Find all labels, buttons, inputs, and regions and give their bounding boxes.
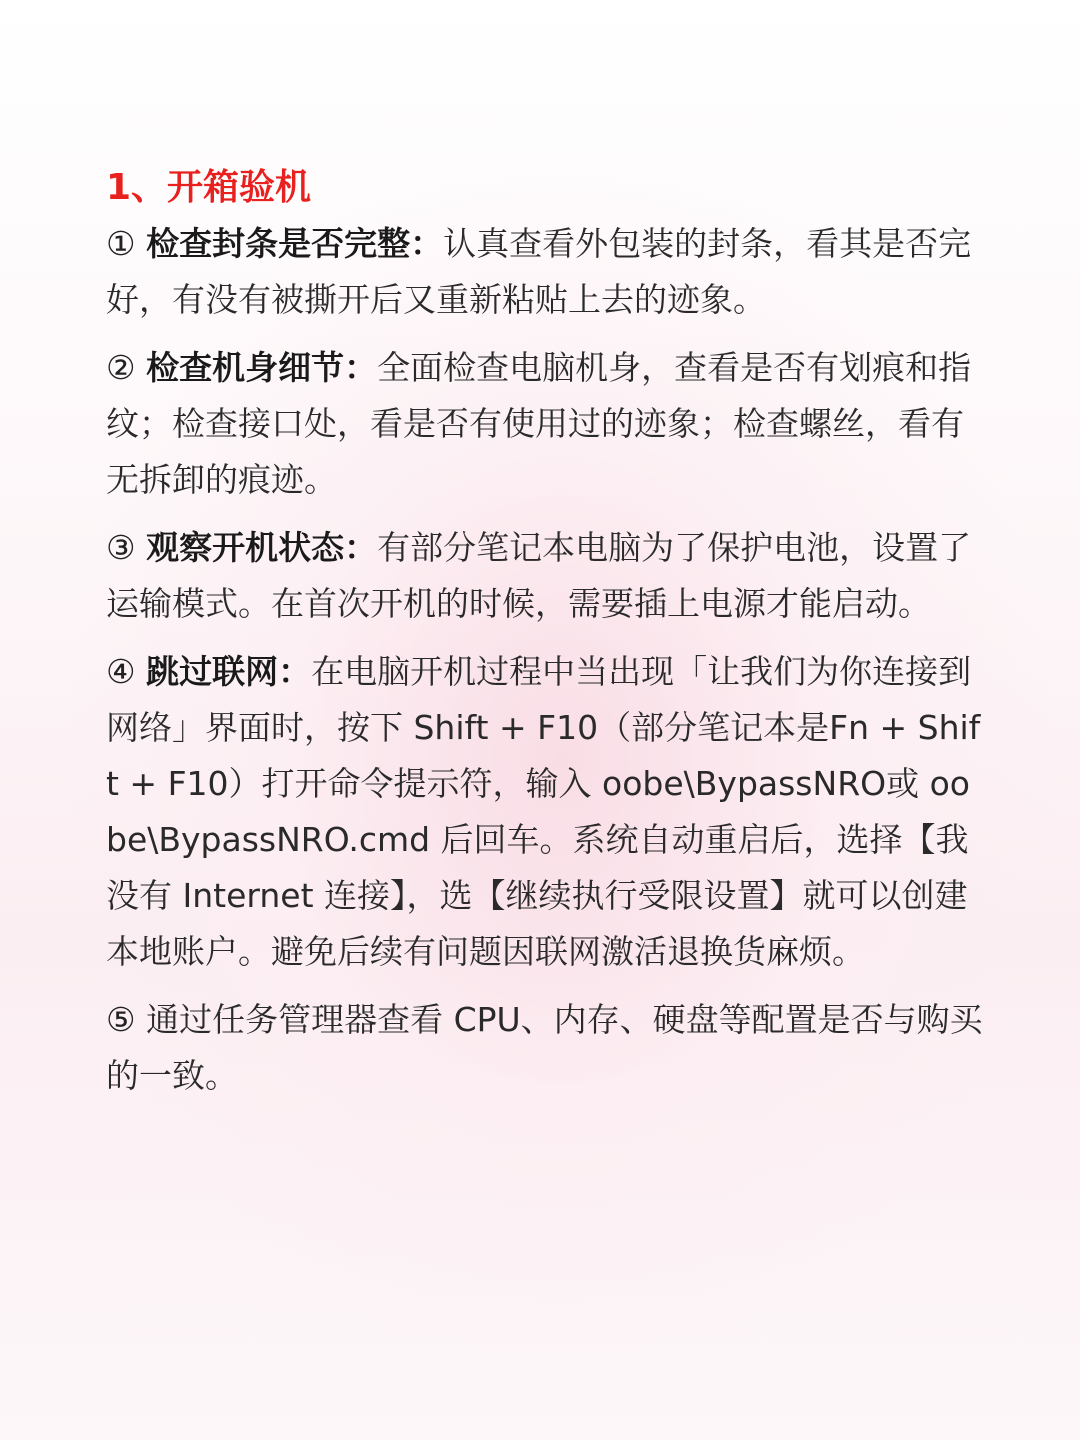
list-item-5	[106, 992, 986, 1104]
item-text: 在电脑开机过程中当出现「让我们为你连接到网络」界面时，按下 Shift + F10（部分笔记本是Fn + Shift + F10）打开命令提示符，输入 oobe\BypassNRO或 oobe\BypassNRO.cmd 后回车。系统自动重启后，选择【我没有 Internet 连接】，选【继续执行受限设置】就可以创建本地账户。避免后续有问题因联网激活退换货麻烦。	[106, 652, 981, 971]
item-heading: 检查封条是否完整：	[146, 224, 444, 263]
item-marker: ②	[106, 348, 136, 387]
list-item-1	[106, 216, 986, 328]
item-marker: ⑤	[106, 1000, 136, 1039]
item-text: 认真查看外包装的封条，看其是否完好，有没有被撕开后又重新粘贴上去的迹象。	[106, 224, 972, 319]
item-marker: ③	[106, 528, 136, 567]
list-item-3	[106, 520, 986, 632]
item-text: 通过任务管理器查看 CPU、内存、硬盘等配置是否与购买的一致。	[106, 1000, 983, 1095]
section-title: 1、开箱验机	[106, 167, 312, 208]
item-text: 有部分笔记本电脑为了保护电池，设置了运输模式。在首次开机的时候，需要插上电源才能启动。	[106, 528, 972, 623]
item-marker: ①	[106, 224, 136, 263]
item-marker: ④	[106, 652, 136, 691]
list-item-2	[106, 340, 986, 508]
item-heading: 检查机身细节：	[146, 348, 378, 387]
article-content	[106, 160, 986, 1116]
list-item-4	[106, 644, 986, 980]
item-text: 全面检查电脑机身，查看是否有划痕和指纹；检查接口处，看是否有使用过的迹象；检查螺丝，看有无拆卸的痕迹。	[106, 348, 972, 499]
item-heading: 观察开机状态：	[146, 528, 378, 567]
item-heading: 跳过联网：	[146, 652, 312, 691]
